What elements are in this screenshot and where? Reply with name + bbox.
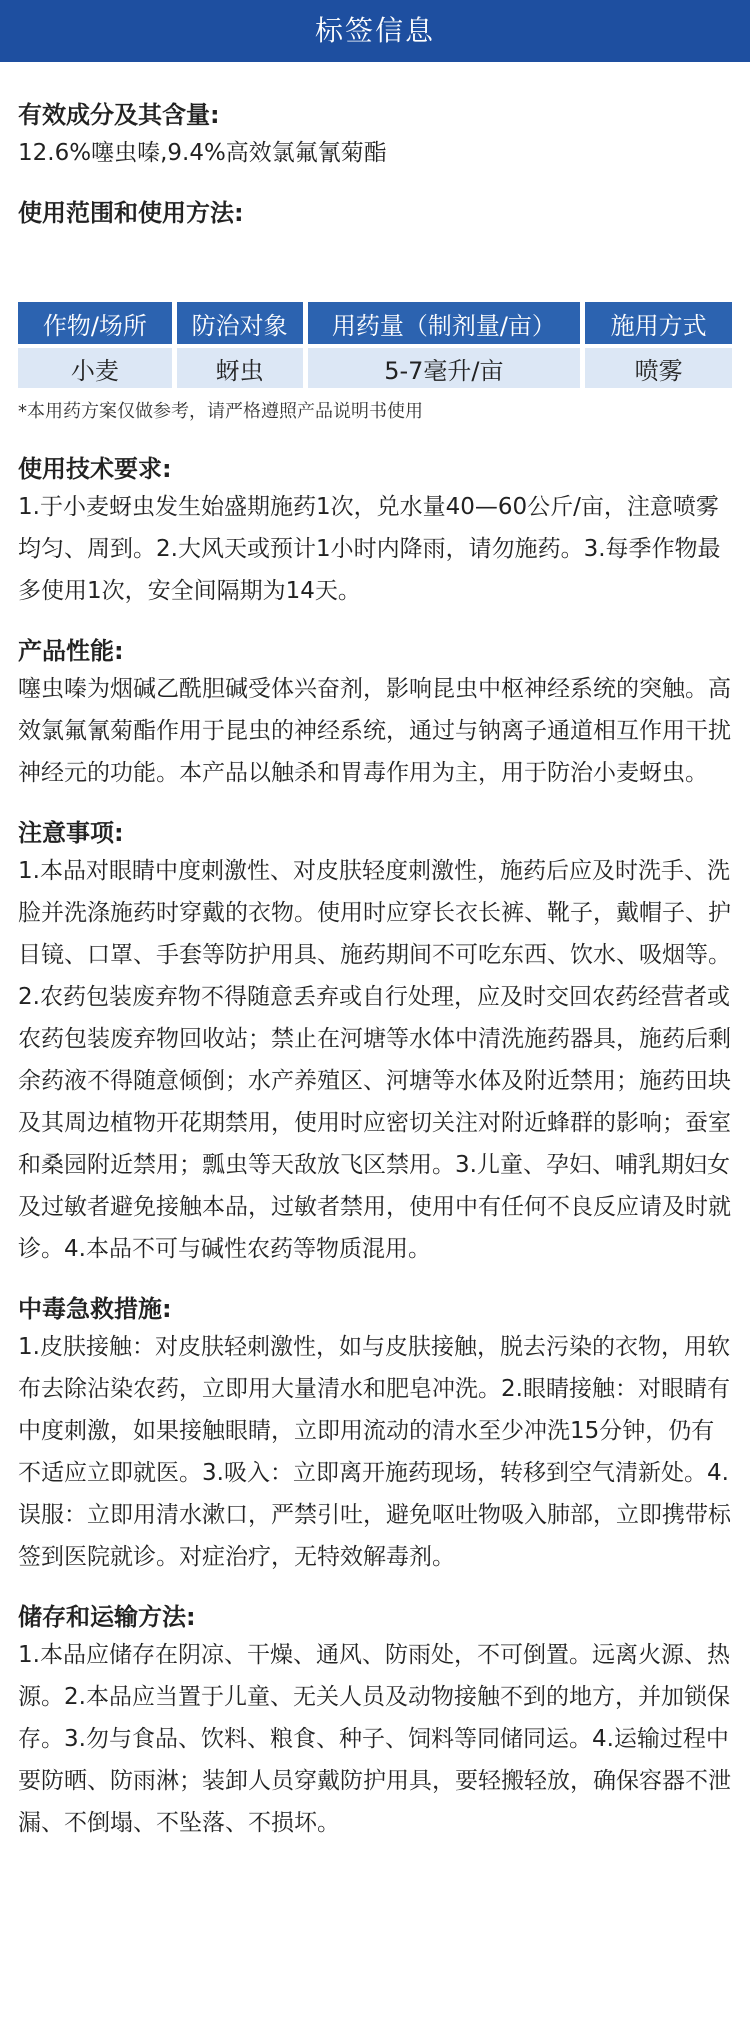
precautions-title: 注意事项:	[18, 819, 124, 847]
firstaid-title: 中毒急救措施:	[18, 1295, 172, 1323]
section-performance	[18, 634, 732, 794]
table-header-crop: 作物/场所	[18, 302, 172, 344]
table-header-row	[18, 302, 732, 344]
section-precautions	[18, 816, 732, 1270]
page-header	[0, 0, 750, 62]
table-cell-method: 喷雾	[585, 344, 732, 388]
table-cell-dosage: 5-7毫升/亩	[308, 344, 581, 388]
table-header-method: 施用方式	[585, 302, 732, 344]
header-title: 标签信息	[314, 14, 435, 47]
technical-body: 1.于小麦蚜虫发生始盛期施药1次，兑水量40—60公斤/亩，注意喷雾均匀、周到。2.大风天或预计1小时内降雨，请勿施药。3.每季作物最多使用1次，安全间隔期为14天。	[18, 494, 721, 604]
performance-title: 产品性能:	[18, 637, 124, 665]
table-header-target: 防治对象	[177, 302, 303, 344]
table-header-dosage: 用药量（制剂量/亩）	[308, 302, 581, 344]
usage-note: *本用药方案仅做参考，请严格遵照产品说明书使用	[18, 401, 423, 422]
table-cell-crop: 小麦	[18, 344, 172, 388]
section-firstaid	[18, 1292, 732, 1578]
dosage-table	[13, 302, 737, 388]
technical-title: 使用技术要求:	[18, 455, 172, 483]
section-technical	[18, 452, 732, 612]
label-content	[0, 62, 750, 1844]
performance-body: 噻虫嗪为烟碱乙酰胆碱受体兴奋剂，影响昆虫中枢神经系统的突触。高效氯氟氰菊酯作用于昆虫的神经系统，通过与钠离子通道相互作用干扰神经元的功能。本产品以触杀和胃毒作用为主，用于防治小麦蚜虫。	[18, 676, 731, 786]
table-row	[18, 344, 732, 388]
section-storage	[18, 1600, 732, 1844]
section-usage	[18, 196, 732, 426]
table-cell-target: 蚜虫	[177, 344, 303, 388]
section-ingredients	[18, 98, 732, 174]
ingredients-body: 12.6%噻虫嗪,9.4%高效氯氟氰菊酯	[18, 140, 387, 166]
storage-body: 1.本品应储存在阴凉、干燥、通风、防雨处，不可倒置。远离火源、热源。2.本品应当置于儿童、无关人员及动物接触不到的地方，并加锁保存。3.勿与食品、饮料、粮食、种子、饲料等同储同运。4.运输过程中要防晒、防雨淋；装卸人员穿戴防护用具，要轻搬轻放，确保容器不泄漏、不倒塌、不坠落、不损坏。	[18, 1642, 731, 1836]
storage-title: 储存和运输方法:	[18, 1603, 196, 1631]
firstaid-body: 1.皮肤接触：对皮肤轻刺激性，如与皮肤接触，脱去污染的衣物，用软布去除沾染农药，立即用大量清水和肥皂冲洗。2.眼睛接触：对眼睛有中度刺激，如果接触眼睛，立即用流动的清水至少冲洗15分钟，仍有不适应立即就医。3.吸入：立即离开施药现场，转移到空气清新处。4.误服：立即用清水漱口，严禁引吐，避免呕吐物吸入肺部，立即携带标签到医院就诊。对症治疗，无特效解毒剂。	[18, 1334, 731, 1570]
precautions-body: 1.本品对眼睛中度刺激性、对皮肤轻度刺激性，施药后应及时洗手、洗脸并洗涤施药时穿戴的衣物。使用时应穿长衣长裤、靴子，戴帽子、护目镜、口罩、手套等防护用具、施药期间不可吃东西、饮水、吸烟等。2.农药包装废弃物不得随意丢弃或自行处理，应及时交回农药经营者或农药包装废弃物回收站；禁止在河塘等水体中清洗施药器具，施药后剩余药液不得随意倾倒；水产养殖区、河塘等水体及附近禁用；施药田块及其周边植物开花期禁用，使用时应密切关注对附近蜂群的影响；蚕室和桑园附近禁用；瓢虫等天敌放飞区禁用。3.儿童、孕妇、哺乳期妇女及过敏者避免接触本品，过敏者禁用，使用中有任何不良反应请及时就诊。4.本品不可与碱性农药等物质混用。	[18, 858, 731, 1262]
ingredients-title: 有效成分及其含量:	[18, 101, 220, 129]
usage-title: 使用范围和使用方法:	[18, 199, 244, 227]
